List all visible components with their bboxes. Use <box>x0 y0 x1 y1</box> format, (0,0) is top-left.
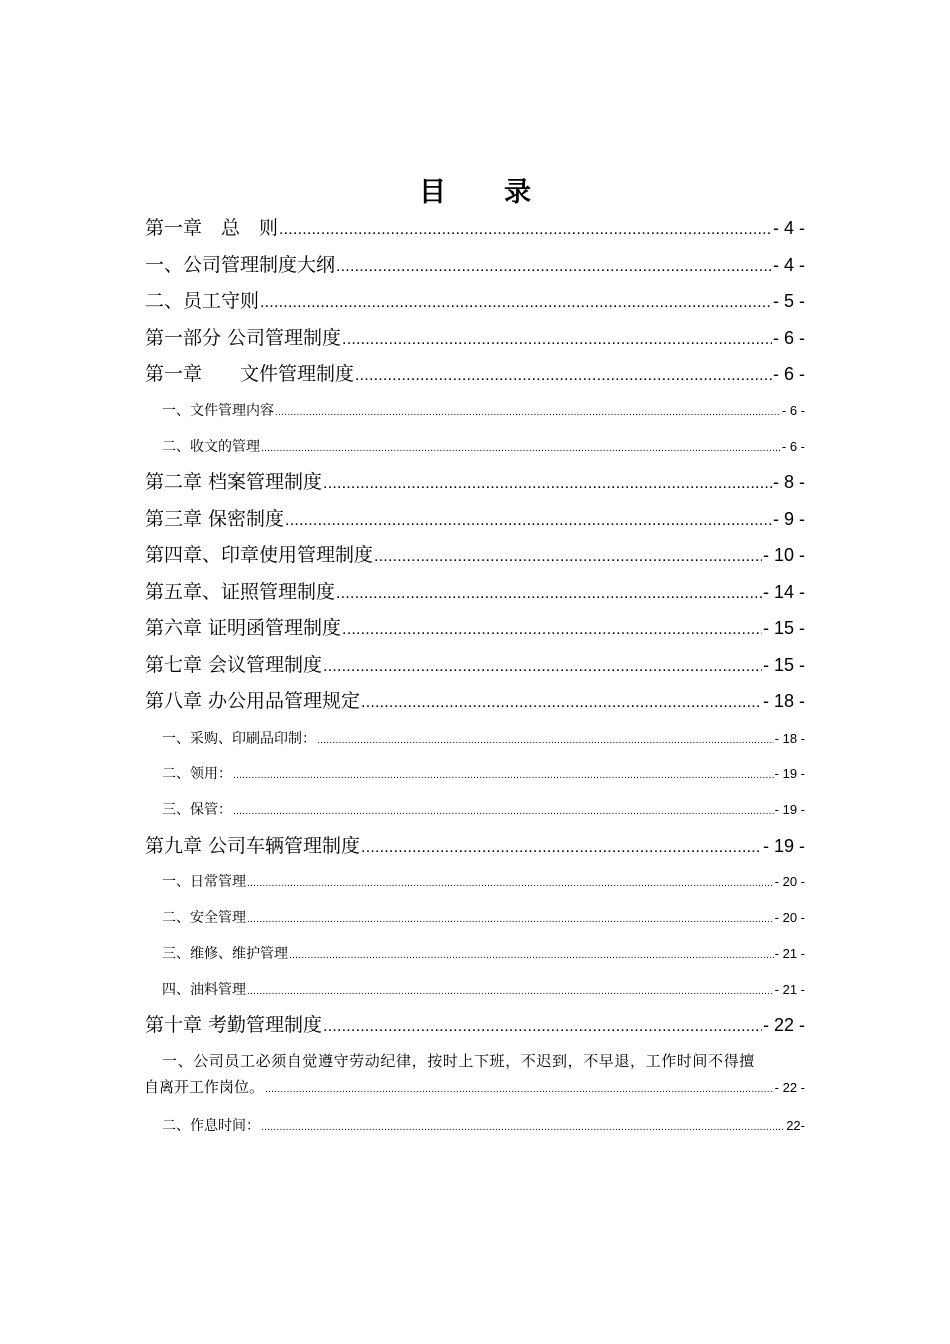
toc-leader <box>233 770 774 781</box>
toc-label: 第九章 公司车辆管理制度 <box>145 835 361 857</box>
toc-entry[interactable] <box>145 650 805 680</box>
toc-page: 22- <box>786 1118 805 1133</box>
toc-label: 二、员工守则 <box>145 290 260 312</box>
toc-label: 一、日常管理 <box>162 874 246 890</box>
toc-page: - 20 - <box>774 874 805 889</box>
toc-label: 第八章 办公用品管理规定 <box>145 690 361 712</box>
toc-page: - 9 - <box>772 509 805 529</box>
toc-label: 第五章、证照管理制度 <box>145 581 336 603</box>
toc-leader <box>342 621 762 639</box>
toc-page: - 18 - <box>774 731 805 746</box>
title-char-1: 目 <box>419 177 446 208</box>
toc-label: 二、安全管理 <box>162 910 246 926</box>
toc-leader <box>361 694 762 712</box>
toc-entry[interactable] <box>162 1115 805 1137</box>
toc-page: - 5 - <box>772 291 805 311</box>
toc-leader <box>342 331 772 349</box>
toc-page: - 22 - <box>774 1080 805 1095</box>
toc-label: 第一章 文件管理制度 <box>145 363 355 385</box>
toc-label: 二、收文的管理 <box>162 439 260 455</box>
toc-entry[interactable] <box>145 613 805 643</box>
toc-label: 第一章 总 则 <box>145 217 279 239</box>
toc-leader <box>261 443 781 454</box>
toc-label: 第四章、印章使用管理制度 <box>145 544 374 566</box>
toc-leader <box>265 1084 774 1095</box>
page-title <box>0 170 950 210</box>
toc-label: 三、保管： <box>162 802 232 818</box>
toc-entry[interactable] <box>145 831 805 861</box>
toc-page: - 8 - <box>772 472 805 492</box>
toc-entry[interactable] <box>162 799 805 821</box>
toc-leader <box>279 221 772 239</box>
toc-page: - 6 - <box>772 364 805 384</box>
toc-entry[interactable] <box>162 436 805 458</box>
toc-entry[interactable] <box>145 686 805 716</box>
toc-label: 第六章 证明函管理制度 <box>145 617 342 639</box>
toc-page: - 10 - <box>762 545 805 565</box>
toc-entry[interactable] <box>145 540 805 570</box>
toc-entry[interactable] <box>162 871 805 893</box>
toc-page: - 6 - <box>772 328 805 348</box>
toc-label: 四、油料管理 <box>162 982 246 998</box>
toc-leader <box>361 839 762 857</box>
toc-entry[interactable] <box>162 907 805 929</box>
title-char-2: 录 <box>504 177 531 208</box>
toc-leader <box>323 658 762 676</box>
toc-entry[interactable] <box>145 1010 805 1040</box>
toc-page: - 19 - <box>774 766 805 781</box>
toc-leader <box>336 258 772 276</box>
toc-entry[interactable] <box>145 359 805 389</box>
toc-page: - 19 - <box>762 836 805 856</box>
toc-entry[interactable] <box>162 763 805 785</box>
toc-leader <box>247 986 774 997</box>
toc-label-line1: 一、公司员工必须自觉遵守劳动纪律，按时上下班，不迟到，不早退，工作时间不得擅 <box>162 1052 755 1070</box>
toc-page: - 15 - <box>762 618 805 638</box>
toc-label-line2: 自离开工作岗位。 <box>144 1078 265 1096</box>
toc-page: - 21 - <box>774 982 805 997</box>
toc-label: 一、公司管理制度大纲 <box>145 254 336 276</box>
toc-label: 第一部分 公司管理制度 <box>145 327 342 349</box>
toc-label: 二、作息时间： <box>162 1118 260 1134</box>
toc-leader <box>317 735 774 746</box>
toc-page: - 18 - <box>762 691 805 711</box>
toc-label: 二、领用： <box>162 766 232 782</box>
toc-entry[interactable] <box>162 979 805 1001</box>
toc-page: - 4 - <box>772 255 805 275</box>
toc-page: - 21 - <box>774 946 805 961</box>
toc-leader <box>323 1018 762 1036</box>
toc-label: 第二章 档案管理制度 <box>145 471 323 493</box>
toc-leader <box>275 407 781 418</box>
toc-page: - 20 - <box>774 910 805 925</box>
toc-page: - 4 - <box>772 218 805 238</box>
toc-page: - 6 - <box>781 439 805 454</box>
toc-page: - 19 - <box>774 802 805 817</box>
toc-leader <box>261 1122 785 1133</box>
toc-leader <box>247 878 774 889</box>
toc-label: 第七章 会议管理制度 <box>145 654 323 676</box>
toc-leader <box>374 548 762 566</box>
toc-entry[interactable] <box>162 400 805 422</box>
toc-page: - 22 - <box>762 1015 805 1035</box>
toc-leader <box>336 585 762 603</box>
toc-leader <box>260 294 772 312</box>
toc-entry[interactable] <box>145 323 805 353</box>
toc-label: 第三章 保密制度 <box>145 508 285 530</box>
toc-leader <box>285 512 772 530</box>
toc-entry[interactable] <box>145 504 805 534</box>
toc-leader <box>233 806 774 817</box>
toc-leader <box>355 367 772 385</box>
toc-leader <box>323 475 772 493</box>
toc-entry[interactable] <box>145 467 805 497</box>
toc-page: - 14 - <box>762 582 805 602</box>
toc-leader <box>247 914 774 925</box>
toc-leader <box>289 950 774 961</box>
toc-entry-wrapped[interactable] <box>144 1046 805 1097</box>
toc-label: 一、采购、印刷品印制： <box>162 731 316 747</box>
toc-page: - 15 - <box>762 655 805 675</box>
toc-entry[interactable] <box>145 286 805 316</box>
toc-label: 一、文件管理内容 <box>162 403 274 419</box>
toc-entry[interactable] <box>145 250 805 280</box>
toc-entry[interactable] <box>145 577 805 607</box>
toc-label: 三、维修、维护管理 <box>162 946 288 962</box>
toc-entry[interactable] <box>162 728 805 750</box>
toc-entry[interactable] <box>162 943 805 965</box>
toc-page: - 6 - <box>781 403 805 418</box>
toc-label: 第十章 考勤管理制度 <box>145 1014 323 1036</box>
toc-entry[interactable] <box>145 213 805 243</box>
